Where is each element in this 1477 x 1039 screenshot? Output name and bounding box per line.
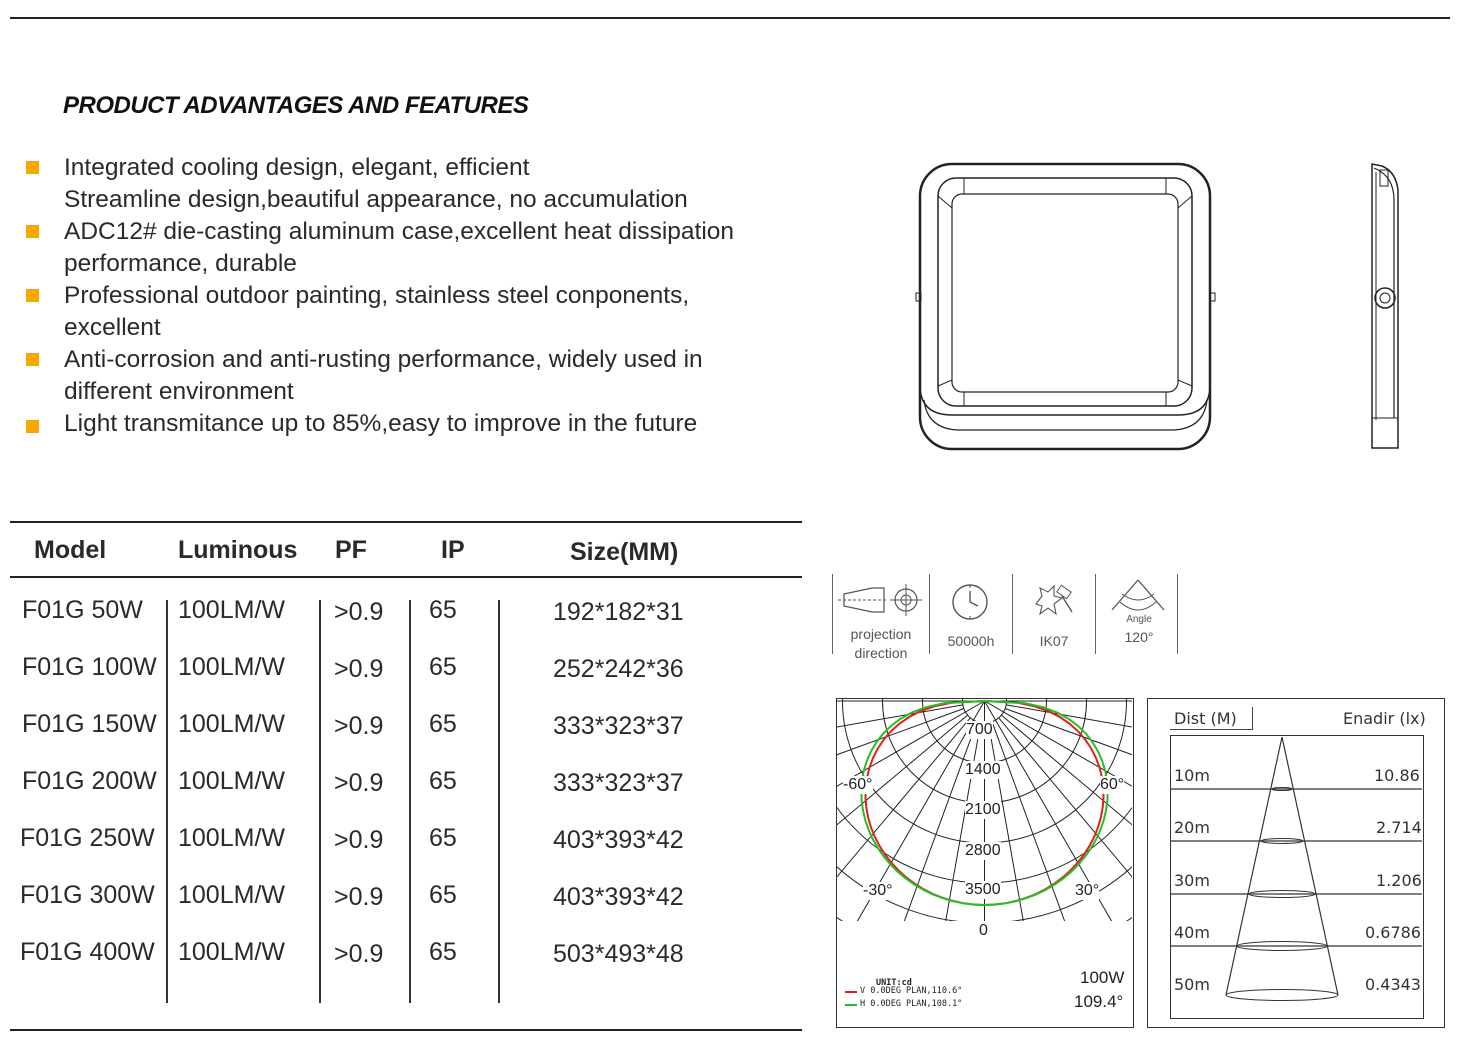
- table-row-size: 333*323*37: [553, 712, 684, 740]
- dist-row-label: 40m: [1174, 923, 1210, 942]
- table-bottom-rule: [10, 1029, 802, 1031]
- table-row-ip: 65: [429, 881, 457, 909]
- polar-spoke: [837, 718, 970, 1008]
- icon-divider: [1012, 574, 1013, 654]
- angle-value: 120°: [1124, 629, 1154, 645]
- table-row-luminous: 100LM/W: [178, 596, 285, 624]
- table-row-size: 333*323*37: [553, 769, 684, 797]
- table-row-model: F01G 150W: [22, 710, 157, 738]
- table-row-model: F01G 200W: [22, 767, 157, 795]
- table-row-model: F01G 100W: [22, 653, 157, 681]
- power-label: 100W: [1080, 968, 1125, 987]
- table-header-size: Size(MM): [570, 538, 679, 566]
- table-row-luminous: 100LM/W: [178, 653, 285, 681]
- bullet-square-icon: [26, 289, 39, 302]
- bullet-square-icon: [26, 420, 39, 433]
- table-row-luminous: 100LM/W: [178, 938, 285, 966]
- section-heading: PRODUCT ADVANTAGES AND FEATURES: [63, 92, 529, 119]
- lifetime-label: 50000h: [947, 633, 995, 649]
- table-row-ip: 65: [429, 938, 457, 966]
- table-header-rule: [10, 576, 802, 578]
- bullet-square-icon: [26, 353, 39, 366]
- beam-angle-icon: [1108, 576, 1168, 618]
- legend-v: V 0.0DEG PLAN,110.6°: [860, 986, 963, 996]
- feature-item: Integrated cooling design, elegant, efficient Streamline design,beautiful appearance, no accumulation: [24, 152, 824, 216]
- clock-icon: [948, 580, 992, 624]
- ring-label-zero: 0: [979, 922, 988, 939]
- ring-label: 2800: [965, 842, 1001, 859]
- unit-label: UNIT:cd: [876, 978, 912, 988]
- table-row-size: 252*242*36: [553, 655, 684, 683]
- table-row-ip: 65: [429, 824, 457, 852]
- dist-header: Dist (M): [1174, 709, 1237, 728]
- ring-label: 2100: [965, 801, 1001, 818]
- legend-h: H 0.0DEG PLAN,108.1°: [860, 999, 963, 1009]
- column-divider: [166, 600, 168, 1003]
- lux-row-value: 0.4343: [1365, 975, 1421, 994]
- top-rule: [10, 17, 1450, 19]
- icon-divider: [832, 574, 833, 654]
- feature-item: Light transmitance up to 85%,easy to improve in the future: [24, 408, 824, 440]
- impact-hammer-icon: [1032, 582, 1076, 622]
- table-row-model: F01G 300W: [20, 881, 155, 909]
- angle-label: 60°: [1100, 776, 1125, 793]
- table-row-model: F01G 250W: [20, 824, 155, 852]
- dist-row-label: 30m: [1174, 871, 1210, 890]
- table-row-pf: >0.9: [334, 826, 384, 854]
- table-header-ip: IP: [441, 536, 465, 564]
- angle-label: -60°: [843, 776, 873, 793]
- table-row-pf: >0.9: [334, 655, 384, 683]
- legend-swatch-v: [845, 991, 857, 993]
- dist-row-label: 50m: [1174, 975, 1210, 994]
- lux-row-value: 10.86: [1374, 766, 1420, 785]
- ik-rating-label: IK07: [1039, 633, 1069, 649]
- polar-spoke: [837, 709, 964, 838]
- lux-header: Enadir (lx): [1343, 709, 1426, 728]
- table-row-ip: 65: [429, 767, 457, 795]
- table-row-size: 403*393*42: [553, 883, 684, 911]
- angle-label: -30°: [863, 882, 893, 899]
- table-header-model: Model: [34, 536, 107, 564]
- ring-label: 1400: [965, 761, 1001, 778]
- lux-row-value: 1.206: [1376, 871, 1422, 890]
- angle-caption: Angle: [1126, 614, 1152, 625]
- polar-spoke: [999, 718, 1132, 1008]
- beam-angle-label: 109.4°: [1074, 992, 1124, 1011]
- lux-row-value: 0.6786: [1365, 923, 1421, 942]
- column-divider: [319, 600, 321, 1003]
- table-row-ip: 65: [429, 596, 457, 624]
- table-row-size: 192*182*31: [553, 598, 684, 626]
- ring-label: 700: [966, 721, 993, 738]
- legend-swatch-h: [845, 1004, 857, 1006]
- table-row-ip: 65: [429, 653, 457, 681]
- projection-direction-label: projection direction: [850, 626, 912, 661]
- table-row-size: 503*493*48: [553, 940, 684, 968]
- feature-item: ADC12# die-casting aluminum case,excellent heat dissipation performance, durable: [24, 216, 824, 280]
- table-top-rule: [10, 521, 802, 523]
- icon-divider: [929, 574, 930, 654]
- polar-spoke: [848, 722, 977, 1026]
- table-header-luminous: Luminous: [178, 536, 298, 564]
- angle-label: 30°: [1075, 882, 1100, 899]
- table-row-size: 403*393*42: [553, 826, 684, 854]
- ring-label: 3500: [965, 881, 1001, 898]
- table-row-pf: >0.9: [334, 769, 384, 797]
- floodlight-side-drawing: [1360, 160, 1410, 455]
- table-row-luminous: 100LM/W: [178, 767, 285, 795]
- lux-row-value: 2.714: [1376, 818, 1422, 837]
- table-row-luminous: 100LM/W: [178, 710, 285, 738]
- table-row-pf: >0.9: [334, 883, 384, 911]
- table-row-pf: >0.9: [334, 940, 384, 968]
- table-row-model: F01G 400W: [20, 938, 155, 966]
- dist-row-label: 20m: [1174, 818, 1210, 837]
- table-header-pf: PF: [335, 536, 367, 564]
- feature-list: [24, 152, 824, 440]
- projection-direction-icon: [838, 580, 926, 620]
- polar-spoke: [1005, 709, 1132, 838]
- feature-item: Professional outdoor painting, stainless steel conponents, excellent: [24, 280, 824, 344]
- bullet-square-icon: [26, 225, 39, 238]
- dist-row-label: 10m: [1174, 766, 1210, 785]
- table-row-luminous: 100LM/W: [178, 881, 285, 909]
- floodlight-front-drawing: [912, 160, 1222, 455]
- feature-item: Anti-corrosion and anti-rusting performance, widely used in different environment: [24, 344, 824, 408]
- table-row-pf: >0.9: [334, 598, 384, 626]
- table-row-pf: >0.9: [334, 712, 384, 740]
- column-divider: [409, 600, 411, 1003]
- column-divider: [498, 600, 500, 1003]
- table-row-luminous: 100LM/W: [178, 824, 285, 852]
- bullet-square-icon: [26, 161, 39, 174]
- table-row-ip: 65: [429, 710, 457, 738]
- table-row-model: F01G 50W: [22, 596, 143, 624]
- icon-divider: [1095, 574, 1096, 654]
